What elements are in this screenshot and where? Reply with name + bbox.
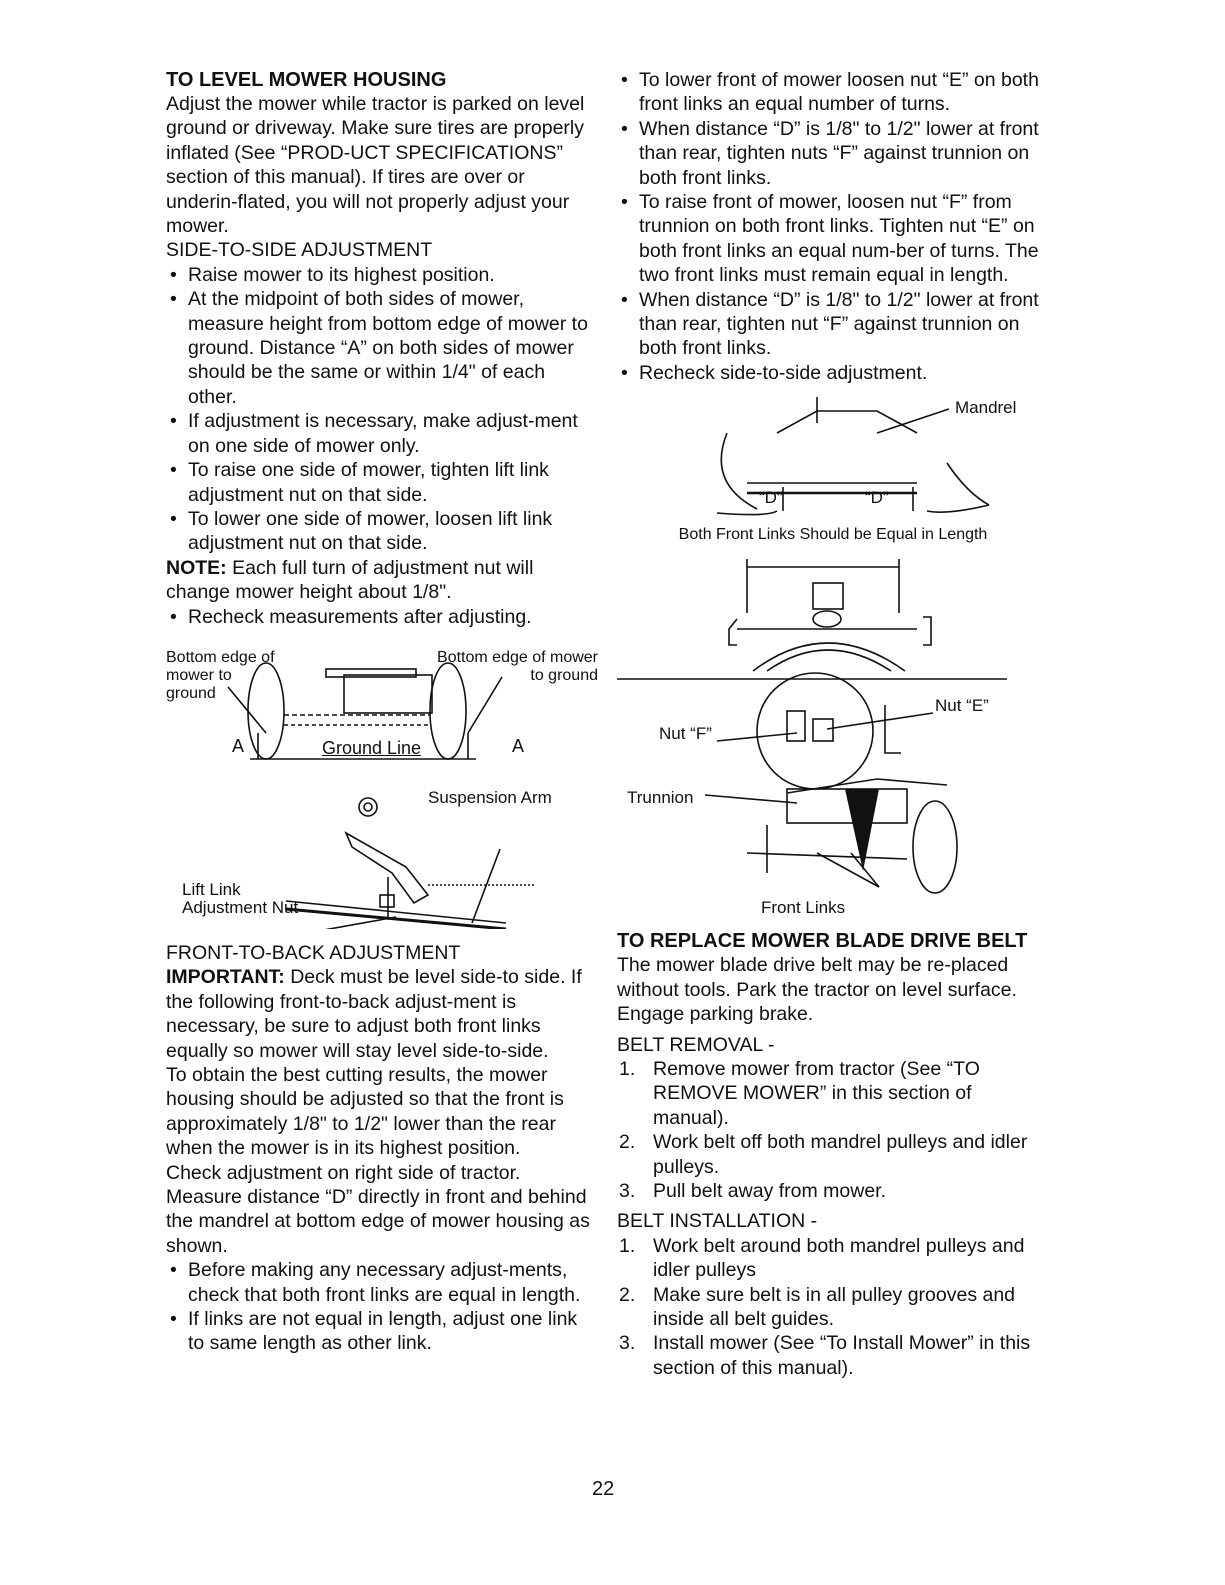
left-column: [166, 68, 598, 1356]
fig2-lift-link-label: Lift Link Adjustment Nut: [182, 879, 299, 917]
check-adjustment-paragraph: Check adjustment on right side of tractor. Measure distance “D” directly in front and behind the mandrel at bottom edge of mower housing as shown.: [166, 1161, 590, 1257]
list-item: • To raise front of mower, loosen nut “F” from trunnion on both front links. Tighten nut “E” on both front links an equal num-ber of turns. The two front links must remain equal in length.: [617, 190, 1049, 288]
fig3-mandrel-label: Mandrel: [955, 398, 1017, 418]
fig4-front-links-label: Front Links: [761, 898, 846, 918]
fig2-suspension-arm-label: Suspension Arm: [428, 787, 552, 807]
cutting-results-paragraph: To obtain the best cutting results, the mower housing should be adjusted so that the front is approximately 1/8" to 1/2" lower than the rear when the mower is in its highest position.: [166, 1063, 564, 1160]
fig4-nut-f-label: Nut “F”: [659, 724, 712, 744]
level-intro-paragraph: Adjust the mower while tractor is parked on level ground or driveway. Make sure tires are properly inflated (See “PROD-UCT SPECIFICATIONS” section of this manual). If tires are over or underin-flated, you will not properly adjust your mower.: [166, 93, 585, 238]
list-item: [617, 1331, 1049, 1380]
fig3-d1-label: “D”: [759, 488, 783, 508]
list-item: • When distance “D” is 1/8" to 1/2" lower at front than rear, tighten nut “F” against trunnion on both front links.: [617, 288, 1049, 361]
level-mower-heading: TO LEVEL MOWER HOUSING: [166, 69, 447, 91]
step-text: Work belt around both mandrel pulleys and idler pulleys: [653, 1234, 1025, 1282]
step-number: 1.: [619, 1234, 636, 1257]
list-item: • Raise mower to its highest position.: [166, 263, 591, 287]
list-item: • To raise one side of mower, tighten lift link adjustment nut on that side.: [166, 458, 591, 507]
step-number: 2.: [619, 1283, 636, 1306]
figure-side-to-side: [166, 648, 598, 767]
fig1-label-left: Bottom edge of mower to ground: [166, 648, 275, 702]
list-item: • If adjustment is necessary, make adjust-ment on one side of mower only.: [166, 409, 591, 458]
recheck-list: [166, 605, 591, 629]
list-item: • Recheck measurements after adjusting.: [166, 605, 591, 629]
belt-installation-heading: BELT INSTALLATION -: [617, 1210, 818, 1233]
fig1-label-a-right: A: [512, 735, 525, 756]
list-item: • Recheck side-to-side adjustment.: [617, 361, 1049, 385]
belt-removal-heading: BELT REMOVAL -: [617, 1033, 775, 1056]
list-item: • To lower front of mower loosen nut “E” on both front links an equal number of turns.: [617, 68, 1049, 117]
step-text: Install mower (See “To Install Mower” in this section of this manual).: [653, 1332, 1031, 1379]
fig1-label-a-left: A: [232, 735, 245, 756]
important-paragraph: [166, 965, 591, 1063]
step-text: Remove mower from tractor (See “TO REMOVE MOWER” in this section of manual).: [653, 1057, 980, 1129]
belt-intro-paragraph: The mower blade drive belt may be re-placed without tools. Park the tractor on level surface. Engage parking brake.: [617, 954, 1017, 1026]
right-column: [617, 68, 1049, 1380]
list-item: • Before making any necessary adjust-ments, check that both front links are equal in length.: [166, 1258, 591, 1307]
list-item: • At the midpoint of both sides of mower, measure height from bottom edge of mower to ground. Distance “A” on both sides of mower should be the same or within 1/4" of each other.: [166, 287, 591, 409]
belt-installation-steps: [617, 1234, 1049, 1380]
front-to-back-heading: FRONT-TO-BACK ADJUSTMENT: [166, 941, 461, 964]
fig3-caption: Both Front Links Should be Equal in Length: [678, 526, 988, 544]
step-text: Work belt off both mandrel pulleys and idler pulleys.: [653, 1131, 1028, 1178]
step-text: Pull belt away from mower.: [653, 1179, 887, 1202]
replace-belt-heading: TO REPLACE MOWER BLADE DRIVE BELT: [617, 930, 1028, 953]
front-adjust-list: [617, 68, 1049, 385]
step-number: 3.: [619, 1179, 636, 1202]
figure-mandrel: [617, 393, 1049, 519]
fig3-d2-label: “D”: [865, 488, 889, 508]
side-to-side-heading: SIDE-TO-SIDE ADJUSTMENT: [166, 239, 433, 262]
list-item: [617, 1179, 1049, 1203]
list-item: • To lower one side of mower, loosen lift link adjustment nut on that side.: [166, 507, 591, 556]
step-number: 1.: [619, 1057, 636, 1080]
step-text: Make sure belt is in all pulley grooves and inside all belt guides.: [653, 1283, 1016, 1330]
list-item: [617, 1130, 1049, 1179]
note-text: Each full turn of adjustment nut will change mower height about 1/8".: [166, 556, 534, 604]
page-number: 22: [592, 1478, 615, 1500]
step-number: 3.: [619, 1332, 636, 1355]
important-text: Deck must be level side-to side. If the following front-to-back adjust-ment is necessary, be sure to adjust both front links equally so mower will stay level side-to-side.: [166, 966, 582, 1062]
front-links-list: [166, 1258, 591, 1356]
list-item: • When distance “D” is 1/8" to 1/2" lower at front than rear, tighten nuts “F” against trunnion on both front links.: [617, 117, 1049, 190]
list-item: [617, 1234, 1049, 1283]
list-item: • If links are not equal in length, adjust one link to same length as other link.: [166, 1307, 591, 1356]
fig4-nut-e-label: Nut “E”: [935, 696, 989, 716]
note-label: NOTE:: [166, 556, 227, 579]
note-paragraph: [166, 556, 591, 605]
fig1-label-right: Bottom edge of mower to ground: [437, 648, 598, 684]
fig1-ground-line-label: Ground Line: [322, 737, 422, 758]
list-item: [617, 1283, 1049, 1332]
step-number: 2.: [619, 1131, 636, 1154]
figure-front-links: [617, 553, 1049, 925]
belt-removal-steps: [617, 1057, 1049, 1203]
fig4-trunnion-label: Trunnion: [627, 788, 694, 808]
important-label: IMPORTANT:: [166, 966, 285, 989]
figure-suspension: [166, 777, 591, 929]
side-to-side-list: [166, 263, 591, 556]
list-item: [617, 1057, 1049, 1130]
